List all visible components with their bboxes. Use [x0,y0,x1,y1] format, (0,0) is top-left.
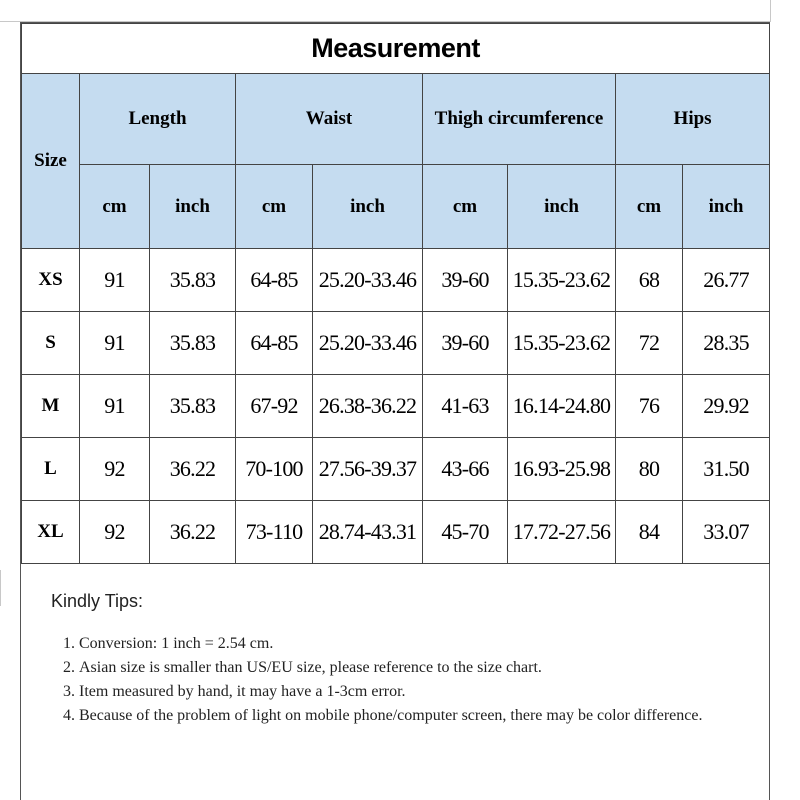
table-row [22,501,770,564]
tip-item: 1. Conversion: 1 inch = 2.54 cm. [79,632,751,656]
unit-header: cm [236,165,313,249]
table-cell: 16.93-25.98 [508,438,616,501]
table-cell: 67-92 [236,375,313,438]
table-cell: 41-63 [423,375,508,438]
table-cell: 76 [616,375,683,438]
table-cell: 36.22 [150,438,236,501]
table-cell: 33.07 [683,501,770,564]
table-cell: 80 [616,438,683,501]
table-cell: 64-85 [236,249,313,312]
table-row [22,375,770,438]
table-cell: 39-60 [423,249,508,312]
table-cell: 15.35-23.62 [508,312,616,375]
table-cell: 27.56-39.37 [313,438,423,501]
tip-item: 3. Item measured by hand, it may have a 1-3cm error. [79,680,751,704]
size-cell: M [22,375,80,438]
table-row [22,438,770,501]
left-edge-line [0,570,1,606]
table-cell: 45-70 [423,501,508,564]
kindly-tips-section [51,591,751,728]
table-cell: 31.50 [683,438,770,501]
table-cell: 28.35 [683,312,770,375]
table-title: Measurement [22,24,770,74]
table-cell: 25.20-33.46 [313,312,423,375]
table-cell: 36.22 [150,501,236,564]
table-cell: 26.77 [683,249,770,312]
unit-header: inch [683,165,770,249]
table-cell: 70-100 [236,438,313,501]
size-cell: XL [22,501,80,564]
table-cell: 17.72-27.56 [508,501,616,564]
header-hips: Hips [616,74,770,165]
table-cell: 39-60 [423,312,508,375]
table-cell: 92 [80,501,150,564]
size-cell: S [22,312,80,375]
header-waist: Waist [236,74,423,165]
unit-header: cm [80,165,150,249]
unit-header: cm [423,165,508,249]
unit-header: inch [508,165,616,249]
tips-list [51,632,751,728]
tip-item: 2. Asian size is smaller than US/EU size, please reference to the size chart. [79,656,751,680]
table-cell: 72 [616,312,683,375]
table-cell: 73-110 [236,501,313,564]
table-cell: 91 [80,312,150,375]
size-cell: L [22,438,80,501]
right-edge-line [770,0,771,22]
table-cell: 25.20-33.46 [313,249,423,312]
table-row [22,312,770,375]
table-cell: 35.83 [150,375,236,438]
table-cell: 35.83 [150,249,236,312]
size-cell: XS [22,249,80,312]
unit-header: cm [616,165,683,249]
header-length: Length [80,74,236,165]
unit-header: inch [150,165,236,249]
table-cell: 84 [616,501,683,564]
table-cell: 28.74-43.31 [313,501,423,564]
table-row [22,249,770,312]
table-cell: 16.14-24.80 [508,375,616,438]
tips-title: Kindly Tips: [51,591,144,611]
header-thigh-circumference: Thigh circumference [423,74,616,165]
table-cell: 29.92 [683,375,770,438]
tip-item: 4. Because of the problem of light on mobile phone/computer screen, there may be color difference. [79,704,751,728]
table-cell: 35.83 [150,312,236,375]
table-cell: 15.35-23.62 [508,249,616,312]
table-cell: 91 [80,375,150,438]
table-cell: 92 [80,438,150,501]
table-cell: 68 [616,249,683,312]
size-rows [22,249,770,564]
size-column-header: Size [22,74,80,249]
unit-header: inch [313,165,423,249]
table-cell: 43-66 [423,438,508,501]
table-cell: 26.38-36.22 [313,375,423,438]
size-chart-table [21,23,770,564]
size-chart-card [20,22,770,800]
table-cell: 91 [80,249,150,312]
table-cell: 64-85 [236,312,313,375]
